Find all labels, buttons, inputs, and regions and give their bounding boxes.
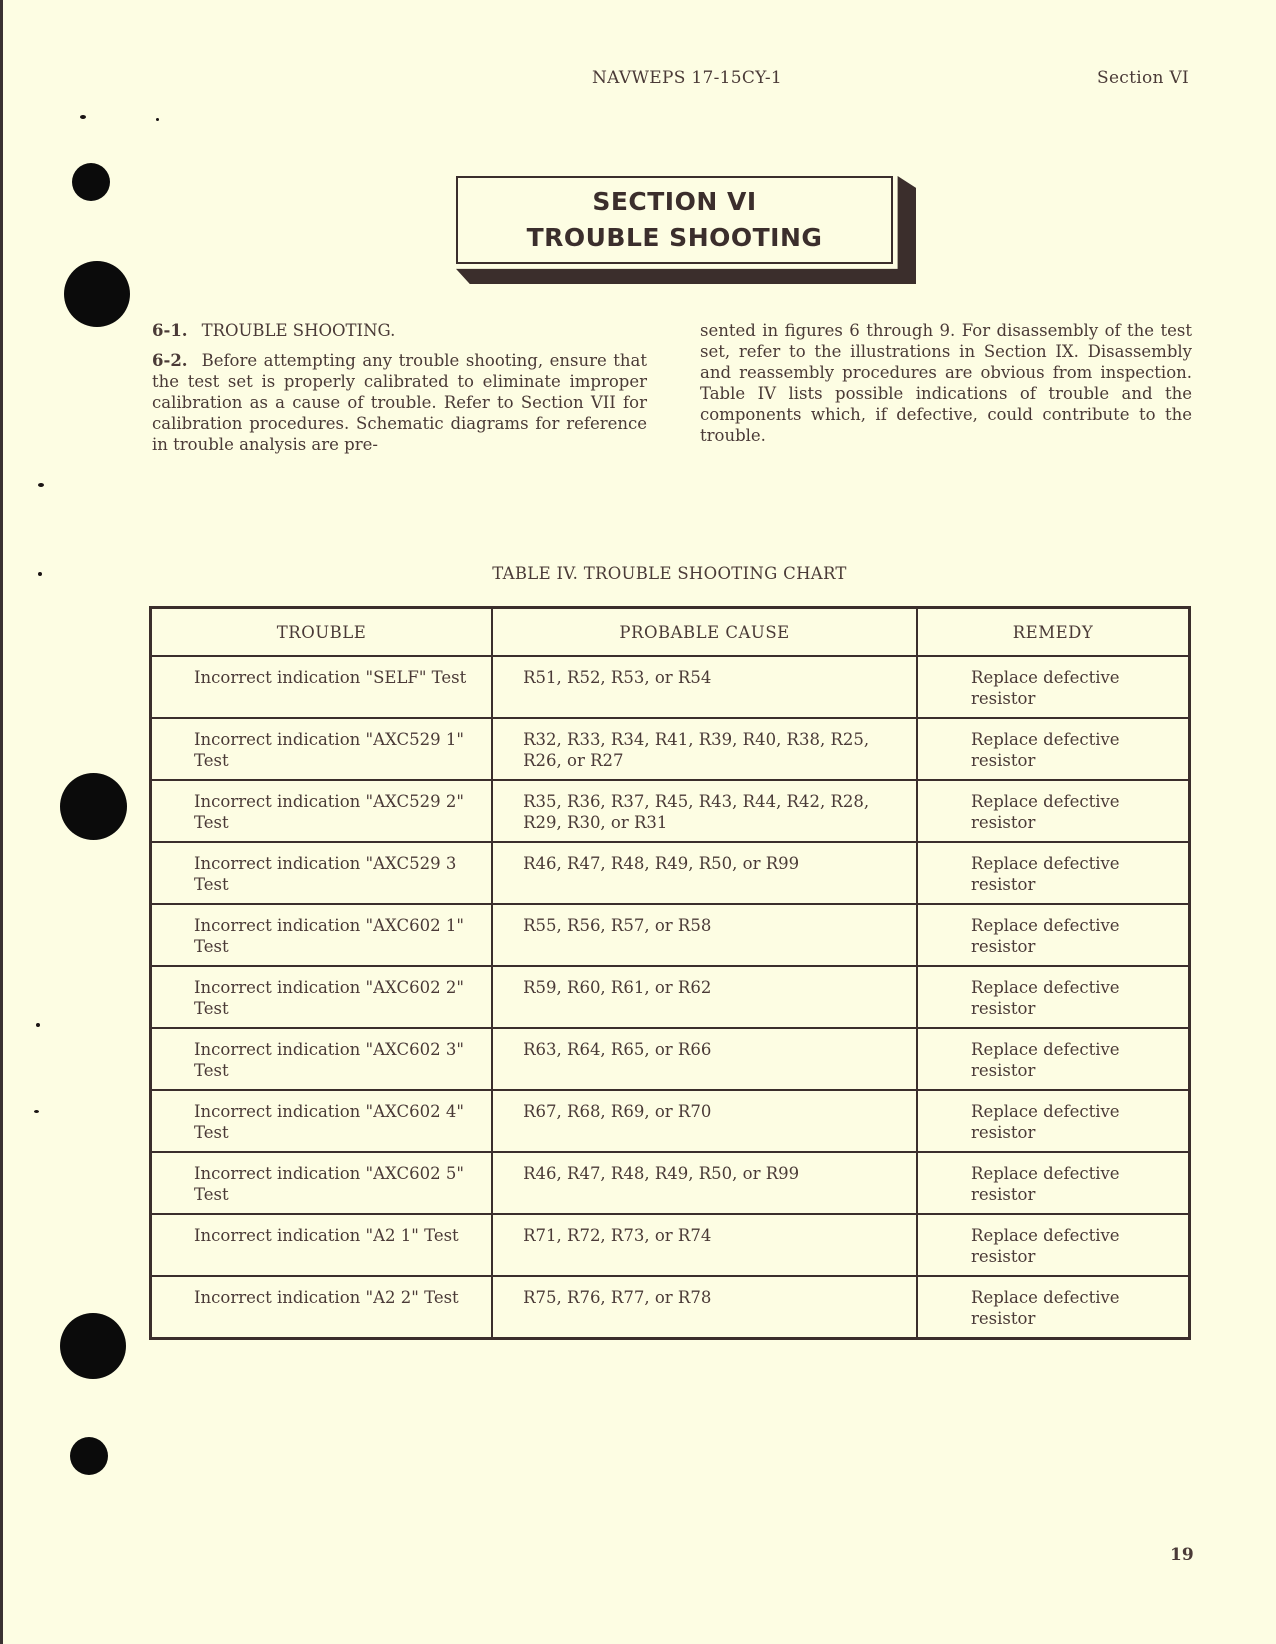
probable-cause-cell: R67, R68, R69, or R70 bbox=[492, 1090, 917, 1152]
remedy-cell: Replace defective resistor bbox=[917, 904, 1189, 966]
remedy-cell: Replace defective resistor bbox=[917, 966, 1189, 1028]
probable-cause-cell: R32, R33, R34, R41, R39, R40, R38, R25, R26, or R27 bbox=[492, 718, 917, 780]
section-title-box bbox=[456, 176, 916, 284]
trouble-cell: Incorrect indication "A2 2" Test bbox=[151, 1276, 493, 1338]
table-row bbox=[151, 718, 1190, 780]
table-row bbox=[151, 1214, 1190, 1276]
remedy-cell: Replace defective resistor bbox=[917, 780, 1189, 842]
punch-hole bbox=[60, 1313, 126, 1379]
page-edge bbox=[0, 0, 3, 1644]
punch-hole bbox=[72, 163, 110, 201]
column-header-probable-cause: PROBABLE CAUSE bbox=[492, 608, 917, 657]
remedy-cell: Replace defective resistor bbox=[917, 1276, 1189, 1338]
trouble-cell: Incorrect indication "AXC602 2" Test bbox=[151, 966, 493, 1028]
table-row bbox=[151, 1090, 1190, 1152]
table-row bbox=[151, 842, 1190, 904]
trouble-cell: Incorrect indication "A2 1" Test bbox=[151, 1214, 493, 1276]
scan-speck bbox=[34, 1110, 39, 1113]
punch-hole bbox=[64, 261, 130, 327]
remedy-cell: Replace defective resistor bbox=[917, 1152, 1189, 1214]
page-number: 19 bbox=[1170, 1545, 1194, 1565]
trouble-cell: Incorrect indication "AXC602 1" Test bbox=[151, 904, 493, 966]
probable-cause-cell: R46, R47, R48, R49, R50, or R99 bbox=[492, 842, 917, 904]
probable-cause-cell: R51, R52, R53, or R54 bbox=[492, 656, 917, 718]
scan-speck bbox=[38, 483, 44, 487]
table-caption: TABLE IV. TROUBLE SHOOTING CHART bbox=[492, 564, 847, 583]
probable-cause-cell: R46, R47, R48, R49, R50, or R99 bbox=[492, 1152, 917, 1214]
trouble-cell: Incorrect indication "AXC602 5" Test bbox=[151, 1152, 493, 1214]
probable-cause-cell: R55, R56, R57, or R58 bbox=[492, 904, 917, 966]
trouble-cell: Incorrect indication "AXC602 3" Test bbox=[151, 1028, 493, 1090]
paragraph-heading: TROUBLE SHOOTING. bbox=[201, 321, 396, 340]
table-row bbox=[151, 1152, 1190, 1214]
table-row bbox=[151, 1276, 1190, 1338]
remedy-cell: Replace defective resistor bbox=[917, 1090, 1189, 1152]
trouble-cell: Incorrect indication "AXC602 4" Test bbox=[151, 1090, 493, 1152]
paragraph-number: 6-1. bbox=[152, 321, 188, 340]
section-label: Section VI bbox=[1097, 68, 1190, 88]
remedy-cell: Replace defective resistor bbox=[917, 1214, 1189, 1276]
paragraph-text: Before attempting any trouble shooting, ensure that the test set is properly calibrated to eliminate improper calibration as a cause of trouble. Refer to Section VII for calibration procedures. Schematic diagrams for reference in trouble analysis are pre- bbox=[152, 351, 647, 454]
text-column-left bbox=[152, 320, 647, 455]
remedy-cell: Replace defective resistor bbox=[917, 842, 1189, 904]
paragraph-number: 6-2. bbox=[152, 351, 188, 370]
table-row bbox=[151, 966, 1190, 1028]
section-title bbox=[456, 176, 893, 264]
document-number: NAVWEPS 17-15CY-1 bbox=[592, 68, 782, 88]
probable-cause-cell: R59, R60, R61, or R62 bbox=[492, 966, 917, 1028]
table-header-row bbox=[151, 608, 1190, 657]
punch-hole bbox=[60, 773, 127, 840]
trouble-shooting-table bbox=[149, 606, 1191, 1340]
trouble-cell: Incorrect indication "AXC529 1" Test bbox=[151, 718, 493, 780]
remedy-cell: Replace defective resistor bbox=[917, 1028, 1189, 1090]
remedy-cell: Replace defective resistor bbox=[917, 718, 1189, 780]
probable-cause-cell: R71, R72, R73, or R74 bbox=[492, 1214, 917, 1276]
punch-hole bbox=[70, 1437, 108, 1475]
table-row bbox=[151, 780, 1190, 842]
scan-speck bbox=[80, 115, 86, 119]
probable-cause-cell: R35, R36, R37, R45, R43, R44, R42, R28, R29, R30, or R31 bbox=[492, 780, 917, 842]
trouble-cell: Incorrect indication "AXC529 2" Test bbox=[151, 780, 493, 842]
table-row bbox=[151, 1028, 1190, 1090]
probable-cause-cell: R63, R64, R65, or R66 bbox=[492, 1028, 917, 1090]
paragraph-6-1 bbox=[152, 320, 647, 341]
scan-speck bbox=[38, 572, 42, 576]
scan-speck bbox=[36, 1023, 40, 1027]
column-header-remedy: REMEDY bbox=[917, 608, 1189, 657]
text-column-right bbox=[700, 320, 1192, 446]
paragraph-6-2-continued: sented in figures 6 through 9. For disassembly of the test set, refer to the illustrations in Section IX. Disassembly and reassembly procedures are obvious from inspection. Table IV lists possible indications of trouble and the components which, if defective, could contribute to the trouble. bbox=[700, 321, 1192, 445]
trouble-cell: Incorrect indication "SELF" Test bbox=[151, 656, 493, 718]
column-header-trouble: TROUBLE bbox=[151, 608, 493, 657]
remedy-cell: Replace defective resistor bbox=[917, 656, 1189, 718]
scan-speck bbox=[156, 118, 159, 121]
section-title-line1: SECTION VI bbox=[592, 187, 757, 216]
table-row bbox=[151, 656, 1190, 718]
section-title-line2: TROUBLE SHOOTING bbox=[526, 223, 823, 252]
table-row bbox=[151, 904, 1190, 966]
trouble-cell: Incorrect indication "AXC529 3 Test bbox=[151, 842, 493, 904]
probable-cause-cell: R75, R76, R77, or R78 bbox=[492, 1276, 917, 1338]
paragraph-6-2 bbox=[152, 350, 647, 455]
